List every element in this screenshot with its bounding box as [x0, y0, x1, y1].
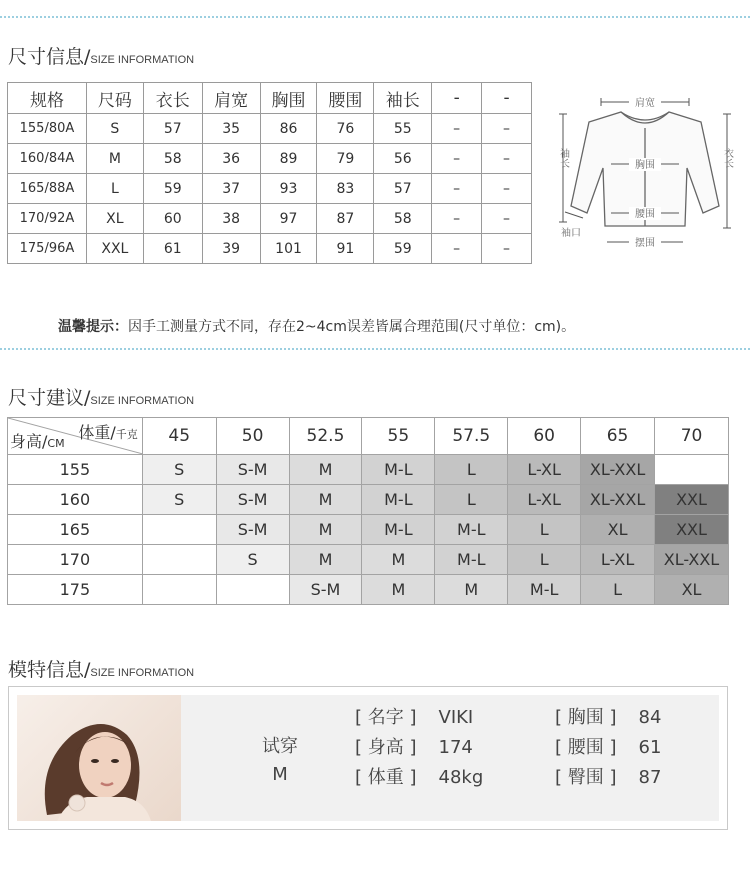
size-table-row [8, 174, 532, 204]
size-table-row [8, 144, 532, 174]
recommend-size-cell: S [216, 545, 289, 575]
size-cell: L [86, 174, 143, 204]
recommend-size-cell: L [581, 575, 655, 605]
size-header-cell: 胸围 [260, 83, 317, 114]
model-field-value: 84 [638, 707, 662, 728]
size-cell: 56 [374, 144, 432, 174]
diagram-waist-label: 腰围 [635, 209, 655, 220]
recommend-size-cell: M-L [362, 455, 435, 485]
weight-header-cell: 52.5 [289, 418, 362, 455]
height-cell: 170 [8, 545, 143, 575]
recommend-table [7, 417, 729, 605]
size-cell: M [86, 144, 143, 174]
recommend-row [8, 485, 729, 515]
recommend-title-text: 尺寸建议/ [8, 387, 91, 409]
recommend-size-cell: M-L [362, 515, 435, 545]
recommend-size-cell: M [289, 515, 362, 545]
size-cell: XL [86, 204, 143, 234]
recommend-size-cell [142, 545, 216, 575]
model-field-value: 174 [438, 737, 473, 758]
size-cell: 58 [143, 144, 202, 174]
recommend-size-cell: S [142, 485, 216, 515]
recommend-size-cell: XXL [655, 515, 729, 545]
size-header-cell: 腰围 [317, 83, 374, 114]
recommend-size-cell: S [142, 455, 216, 485]
recommend-size-cell: XL [581, 515, 655, 545]
recommend-size-cell: M-L [435, 545, 508, 575]
recommend-size-cell: M-L [508, 575, 581, 605]
size-header-cell: 尺码 [86, 83, 143, 114]
recommend-title [8, 383, 194, 410]
diagram-length-label: 衣长 [721, 148, 733, 168]
model-card [8, 686, 728, 830]
model-field [555, 763, 661, 789]
model-field [355, 703, 473, 729]
size-cell: 165/88A [8, 174, 87, 204]
weight-header-cell: 50 [216, 418, 289, 455]
diagram-hem-label: 摆围 [635, 238, 655, 249]
size-cell: 57 [374, 174, 432, 204]
size-cell: 36 [202, 144, 260, 174]
model-field-key: [ 腰围 ] [555, 737, 617, 758]
size-table-row [8, 234, 532, 264]
recommend-row [8, 515, 729, 545]
weight-header-cell: 70 [655, 418, 729, 455]
model-field [555, 703, 661, 729]
size-table-header [8, 83, 532, 114]
size-cell: – [482, 114, 532, 144]
model-field-value: 61 [638, 737, 662, 758]
recommend-size-cell [142, 515, 216, 545]
model-field [555, 733, 661, 759]
model-field-key: [ 体重 ] [355, 767, 417, 788]
height-axis-label: 身高/CM [10, 432, 65, 451]
size-cell: – [432, 114, 482, 144]
size-cell: 79 [317, 144, 374, 174]
model-subtitle: SIZE INFORMATION [90, 667, 195, 679]
size-cell: 61 [143, 234, 202, 264]
height-cell: 155 [8, 455, 143, 485]
recommend-size-cell: M [435, 575, 508, 605]
model-field-key: [ 身高 ] [355, 737, 417, 758]
model-field-value: 87 [638, 767, 662, 788]
model-field [355, 733, 473, 759]
recommend-size-cell [655, 455, 729, 485]
size-cell: – [432, 144, 482, 174]
size-header-cell: 袖长 [374, 83, 432, 114]
recommend-size-cell: XL-XXL [655, 545, 729, 575]
size-cell: XXL [86, 234, 143, 264]
recommend-size-cell: L-XL [508, 455, 581, 485]
size-info-title [8, 42, 194, 69]
recommend-size-cell: L [435, 485, 508, 515]
size-table [7, 82, 532, 264]
size-cell: 83 [317, 174, 374, 204]
recommend-row [8, 455, 729, 485]
recommend-size-cell: L [435, 455, 508, 485]
recommend-size-cell: S-M [216, 455, 289, 485]
model-field [355, 763, 483, 789]
size-cell: 175/96A [8, 234, 87, 264]
size-header-cell: 肩宽 [202, 83, 260, 114]
model-field-key: [ 臀围 ] [555, 767, 617, 788]
size-header-cell: - [482, 83, 532, 114]
size-table-row [8, 114, 532, 144]
height-cell: 160 [8, 485, 143, 515]
recommend-size-cell: M [289, 545, 362, 575]
diagram-chest-label: 胸围 [635, 160, 655, 171]
recommend-size-cell: XL-XXL [581, 485, 655, 515]
try-on-info [262, 733, 298, 789]
model-card-inner [17, 695, 719, 821]
recommend-size-cell: M [362, 575, 435, 605]
size-cell: 91 [317, 234, 374, 264]
middle-divider [0, 348, 750, 350]
size-cell: 93 [260, 174, 317, 204]
size-header-cell: - [432, 83, 482, 114]
size-cell: 155/80A [8, 114, 87, 144]
size-cell: – [432, 204, 482, 234]
size-cell: 60 [143, 204, 202, 234]
size-cell: 97 [260, 204, 317, 234]
recommend-size-cell: M-L [362, 485, 435, 515]
recommend-size-cell [142, 575, 216, 605]
model-field-value: VIKI [438, 707, 474, 728]
top-divider [0, 16, 750, 18]
size-info-title-text: 尺寸信息/ [8, 46, 91, 68]
recommend-size-cell: L [508, 545, 581, 575]
garment-diagram [555, 88, 735, 253]
size-header-cell: 衣长 [143, 83, 202, 114]
recommend-size-cell: M [362, 545, 435, 575]
recommend-size-cell: L-XL [581, 545, 655, 575]
recommend-corner-cell [8, 418, 143, 455]
recommend-row [8, 545, 729, 575]
size-cell: – [482, 174, 532, 204]
recommend-size-cell: M [289, 455, 362, 485]
size-cell: 86 [260, 114, 317, 144]
size-cell: 89 [260, 144, 317, 174]
size-cell: – [432, 174, 482, 204]
model-title [8, 655, 194, 682]
model-title-text: 模特信息/ [8, 659, 91, 681]
size-cell: 37 [202, 174, 260, 204]
diagram-shoulder-label: 肩宽 [635, 98, 655, 109]
recommend-size-cell: L-XL [508, 485, 581, 515]
try-on-label: 试穿 [262, 736, 298, 757]
recommend-size-cell: S-M [216, 485, 289, 515]
size-cell: 160/84A [8, 144, 87, 174]
size-cell: 58 [374, 204, 432, 234]
size-cell: 101 [260, 234, 317, 264]
size-cell: – [482, 234, 532, 264]
weight-header-cell: 60 [508, 418, 581, 455]
measurement-tip [58, 316, 575, 336]
recommend-size-cell: XXL [655, 485, 729, 515]
size-cell: S [86, 114, 143, 144]
size-cell: 59 [143, 174, 202, 204]
diagram-cuff-label: 袖口 [561, 228, 581, 239]
size-cell: 35 [202, 114, 260, 144]
weight-header-cell: 65 [581, 418, 655, 455]
recommend-size-cell: XL [655, 575, 729, 605]
height-cell: 165 [8, 515, 143, 545]
recommend-size-cell [216, 575, 289, 605]
weight-header-cell: 55 [362, 418, 435, 455]
size-cell: 55 [374, 114, 432, 144]
size-cell: 38 [202, 204, 260, 234]
size-cell: 76 [317, 114, 374, 144]
height-cell: 175 [8, 575, 143, 605]
model-portrait-illustration [17, 695, 181, 821]
size-cell: – [432, 234, 482, 264]
weight-axis-label: 体重/千克 [78, 423, 138, 442]
recommend-size-cell: S-M [289, 575, 362, 605]
model-photo [17, 695, 181, 821]
model-field-key: [ 胸围 ] [555, 707, 617, 728]
size-info-subtitle: SIZE INFORMATION [90, 54, 195, 66]
size-cell: 57 [143, 114, 202, 144]
try-on-size: M [272, 764, 288, 785]
tip-text: 因手工测量方式不同，存在2~4cm误差皆属合理范围(尺寸单位：cm)。 [128, 319, 576, 335]
size-cell: 170/92A [8, 204, 87, 234]
size-cell: – [482, 144, 532, 174]
recommend-subtitle: SIZE INFORMATION [90, 395, 195, 407]
model-field-key: [ 名字 ] [355, 707, 417, 728]
weight-header-cell: 45 [142, 418, 216, 455]
recommend-size-cell: L [508, 515, 581, 545]
recommend-size-cell: S-M [216, 515, 289, 545]
size-table-row [8, 204, 532, 234]
model-field-value: 48kg [438, 767, 484, 788]
diagram-sleeve-label: 袖长 [557, 148, 569, 168]
size-cell: 87 [317, 204, 374, 234]
size-cell: 59 [374, 234, 432, 264]
weight-header-cell: 57.5 [435, 418, 508, 455]
size-header-cell: 规格 [8, 83, 87, 114]
recommend-size-cell: M-L [435, 515, 508, 545]
size-cell: – [482, 204, 532, 234]
size-cell: 39 [202, 234, 260, 264]
recommend-row [8, 575, 729, 605]
recommend-size-cell: M [289, 485, 362, 515]
tip-label: 温馨提示： [58, 319, 128, 335]
recommend-size-cell: XL-XXL [581, 455, 655, 485]
